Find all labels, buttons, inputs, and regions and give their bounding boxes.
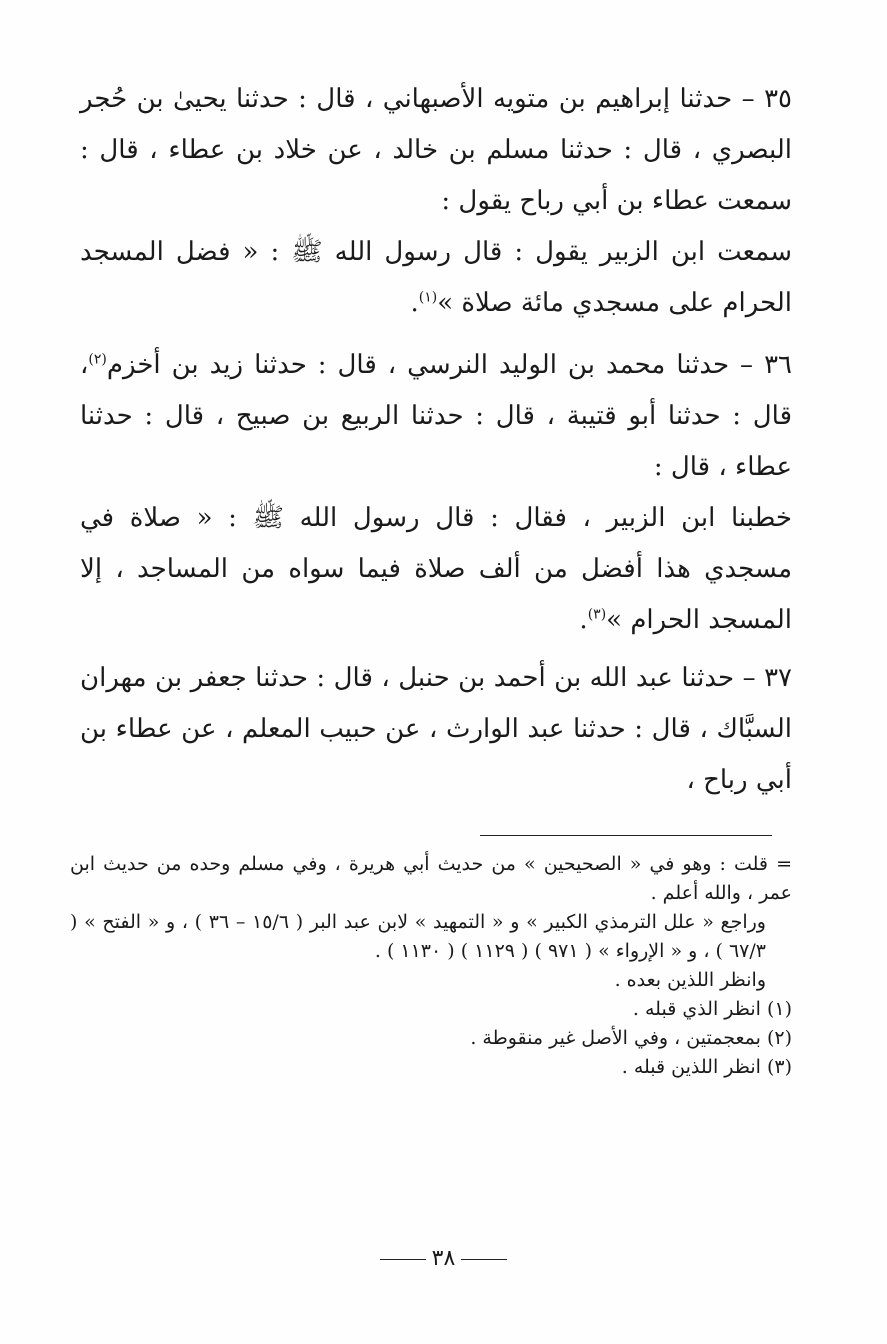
hadith-35 [80,74,792,329]
hadith-35-matn [80,227,792,329]
page-number-value: ٣٨ [431,1246,456,1271]
folio-dash-left [380,1259,426,1260]
footnote-see-after: وانظر اللذين بعده . [614,969,766,991]
footnote-3: (٣) انظر اللذين قبله . [621,1056,792,1078]
footnote-continuation [70,850,792,908]
hadith-36-isnad-a: ٣٦ – حدثنا محمد بن الوليد النرسي ، قال : حدثنا زيد بن أخزم [106,350,792,380]
page-number [0,1246,887,1271]
footnote-divider [480,835,772,836]
hadith-35-matn-text: سمعت ابن الزبير يقول : قال رسول الله ﷺ : « فضل المسجد الحرام على مسجدي مائة صلاة » [80,237,792,318]
footnote-1: (١) انظر الذي قبله . [632,998,792,1020]
hadith-36-matn [80,493,792,646]
hadith-36-matn-text: خطبنا ابن الزبير ، فقال : قال رسول الله ﷺ : « صلاة في مسجدي هذا أفضل من ألف صلاة فيما سواه من المساجد ، إلا المسجد الحرام » [80,503,792,635]
hadith-35-isnad: ٣٥ – حدثنا إبراهيم بن متويه الأصبهاني ، قال : حدثنا يحيىٰ بن حُجر البصري ، قال : حدثنا مسلم بن خالد ، عن خلاد بن عطاء ، قال : سمعت عطاء بن أبي رباح يقول : [80,84,792,216]
hadith-36-isnad [80,340,792,493]
footnote-continuation-text: قلت : وهو في « الصحيحين » من حديث أبي هريرة ، وفي مسلم وحده من حديث ابن عمر ، والله أعلم . [70,853,792,904]
hadith-36-isnad-b: ، قال : حدثنا أبو قتيبة ، قال : حدثنا الربيع بن صبيح ، قال : حدثنا عطاء ، قال : [80,350,792,482]
footnote-ref-1[interactable]: (١) [418,289,438,306]
footnotes [70,850,792,1082]
footnote-ref-2[interactable]: (٢) [88,351,107,368]
footnote-2: (٢) بمعجمتين ، وفي الأصل غير منقوطة . [470,1027,792,1049]
continuation-mark: = [776,853,792,875]
hadith-37-isnad: ٣٧ – حدثنا عبد الله بن أحمد بن حنبل ، قال : حدثنا جعفر بن مهران السبَّاك ، قال : حدثنا عبد الوارث ، عن حبيب المعلم ، عن عطاء بن أبي رباح ، [80,663,792,795]
hadith-35-end: . [410,288,419,318]
hadith-36-end: . [579,605,588,635]
hadith-36 [80,340,792,646]
footnote-references: وراجع « علل الترمذي الكبير » و « التمهيد » لابن عبد البر ( ١٥/٦ – ٣٦ ) ، و « الفتح » ( ٦٧/٣ ) ، و « الإرواء » ( ٩٧١ ) ( ١١٢٩ ) ( ١١٣٠ ) . [70,911,766,962]
footnote-ref-3[interactable]: (٣) [587,606,607,623]
hadith-37 [80,653,792,806]
folio-dash-right [461,1259,507,1260]
